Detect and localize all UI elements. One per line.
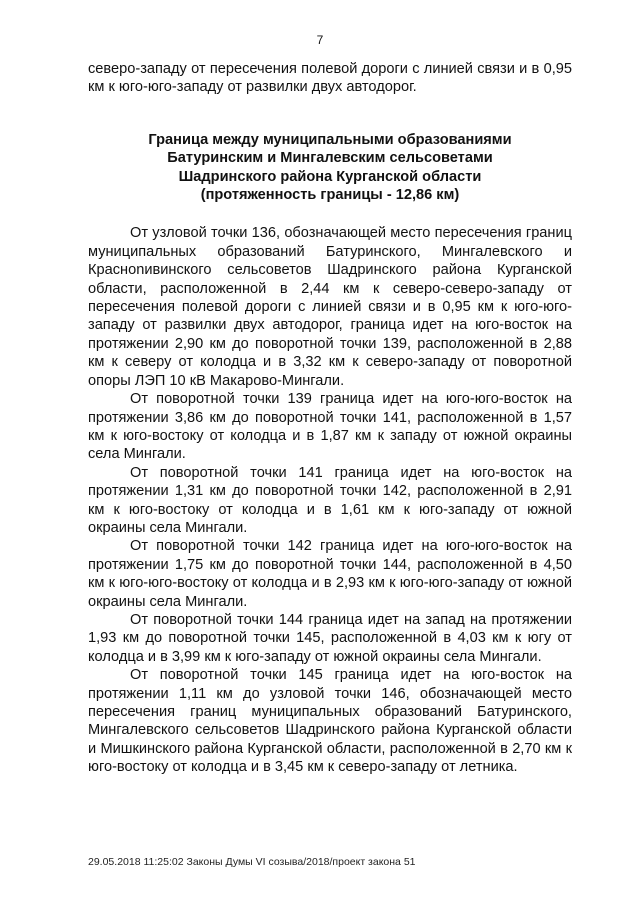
page-number: 7 — [316, 33, 324, 47]
paragraph-6: От поворотной точки 145 граница идет на юго-восток на протяжении 1,11 км до узловой точки 146, обозначающей место пересечения границ муниципальных образований Батуринского, Мингалевского сельсоветов Шадринского района Курганской области и Мишкинского района Курганской области, расположенной в 2,70 км к юго-востоку от колодца и в 3,45 км к северо-западу от летника. — [88, 667, 572, 776]
intro-text: северо-западу от пересечения полевой дороги с линией связи и в 0,95 км к юго-юго-западу от развилки двух автодорог. — [88, 61, 572, 96]
paragraph-5: От поворотной точки 144 граница идет на запад на протяжении 1,93 км до поворотной точки 145, расположенной в 4,03 км к югу от колодца и в 3,99 км к юго-западу от южной окраины села Мингали. — [88, 611, 572, 665]
document-body — [88, 60, 572, 777]
heading-line-2: Батуринским и Мингалевским сельсоветами — [167, 150, 493, 167]
heading-line-1: Граница между муниципальными образованиями — [148, 131, 512, 148]
paragraph-3: От поворотной точки 141 граница идет на юго-восток на протяжении 1,31 км до поворотной точки 142, расположенной в 2,91 км к юго-востоку от колодца и в 1,61 км к юго-западу от южной окраины села Мингали. — [88, 464, 572, 536]
paragraph-1: От узловой точки 136, обозначающей место пересечения границ муниципальных образований Батуринского, Мингалевского и Красноnивинского сельсоветов Шадринского района Курганской области, расположенной в 2,44 км к северо-северо-западу от пересечения полевой дороги с линией связи и в 0,95 км к юго-юго-западу от развилки двух автодорог, граница идет на юго-восток на протяжении 2,90 км до поворотной точки 139, расположенной в 2,88 км к северу от колодца и в 3,32 км к северо-западу от поворотной опоры ЛЭП 10 кВ Макарово-Мингали. — [88, 225, 572, 389]
heading-line-4: (протяженность границы - 12,86 км) — [200, 187, 460, 204]
document-footer: 29.05.2018 11:25:02 Законы Думы VI созыва/2018/проект закона 51 — [88, 856, 416, 868]
section-heading — [88, 131, 572, 205]
paragraph-2: От поворотной точки 139 граница идет на юго-юго-восток на протяжении 3,86 км до поворотной точки 141, расположенной в 1,57 км к юго-востоку от колодца и в 1,87 км к западу от южной окраины села Мингали. — [88, 391, 572, 463]
heading-line-3: Шадринского района Курганской области — [178, 168, 482, 185]
paragraph-4: От поворотной точки 142 граница идет на юго-юго-восток на протяжении 1,75 км до поворотной точки 144, расположенной в 4,50 км к юго-юго-востоку от колодца и в 2,93 км к юго-юго-западу от южной окраины села Мингали. — [88, 538, 572, 610]
